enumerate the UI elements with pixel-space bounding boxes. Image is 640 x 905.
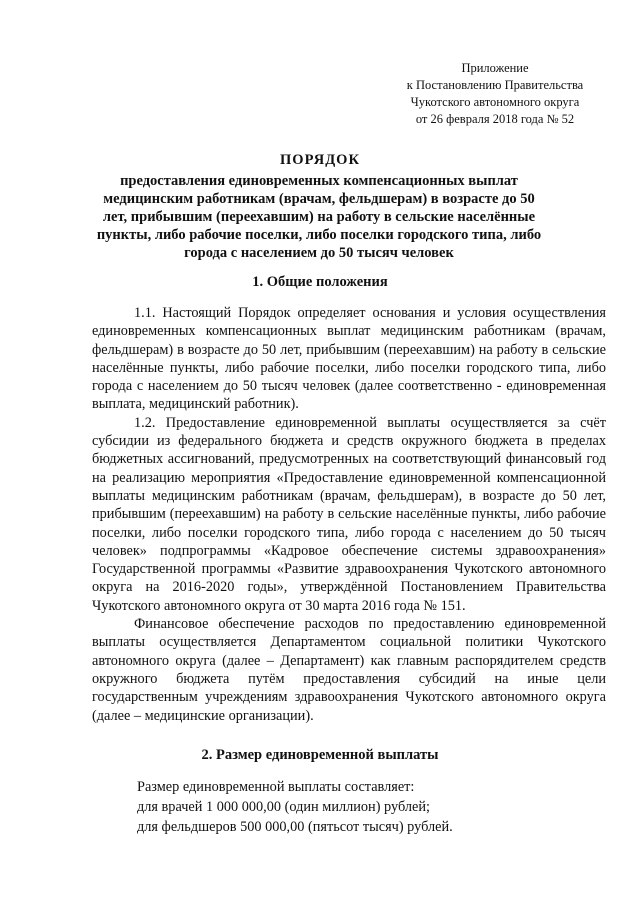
section-1-heading: 1. Общие положения [252,274,388,290]
payment-intro: Размер единовременной выплаты составляет: [137,779,415,795]
section-1-body [92,304,606,725]
section-2-heading: 2. Размер единовременной выплаты [201,747,439,763]
appendix-line: от 26 февраля 2018 года № 52 [415,112,575,126]
document-subtitle: предоставления единовременных компенсационных выплат медицинским работникам (врачам, фельдшерам) в возрасте до 50 лет, прибывшим (переехавшим) на работу в сельские населённые пункты, либо рабочие поселки, либо поселки городского типа, либо города с населением до 50 тысяч человек [96,173,542,261]
paragraph-1-2: 1.2. Предоставление единовременной выплаты осуществляется за счёт субсидии из федерального бюджета и средств окружного бюджета в пределах бюджетных ассигнований, предусмотренных на соответствующий финансовый год на реализацию мероприятия «Предоставление единовременной компенсационной выплаты медицинским работникам (врачам, фельдшерам), в возрасте до 50 лет, прибывшим (переехавшим) на работу в сельские населённые пункты, либо рабочие поселки, либо поселки городского типа, либо города с населением до 50 тысяч человек» подпрограммы «Кадровое обеспечение системы здравоохранения» Государственной программы «Развитие здравоохранения Чукотского автономного округа на 2016-2020 годы», утверждённой Постановлением Правительства Чукотского автономного округа от 30 марта 2016 года № 151. [92,414,606,614]
payment-paramedics: для фельдшеров 500 000,00 (пятьсот тысяч) рублей. [137,819,453,835]
appendix-line: Приложение [461,61,529,75]
paragraph-1-1: 1.1. Настоящий Порядок определяет основания и условия осуществления единовременных компенсационных выплат медицинским работникам (врачам, фельдшерам) в возрасте до 50 лет, прибывшим (переехавшим) на работу в сельские населённые пункты, либо рабочие поселки, либо поселки городского типа, либо города с населением до 50 тысяч человек (далее соответственно - единовременная выплата, медицинский работник). [92,305,606,413]
payment-doctors: для врачей 1 000 000,00 (один миллион) рублей; [137,799,430,815]
section-2-body [137,777,607,837]
appendix-note [395,60,595,128]
document-title: ПОРЯДОК [280,152,360,168]
appendix-line: Чукотского автономного округа [410,95,580,109]
appendix-line: к Постановлению Правительства [406,78,584,92]
paragraph-1-3: Финансовое обеспечение расходов по предоставлению единовременной выплаты осуществляется Департаментом социальной политики Чукотского автономного округа (далее – Департамент) как главным распорядителем средств окружного бюджета путём предоставления субсидий на иные цели государственным учреждениям здравоохранения Чукотского автономного округа (далее – медицинские организации). [92,616,606,724]
